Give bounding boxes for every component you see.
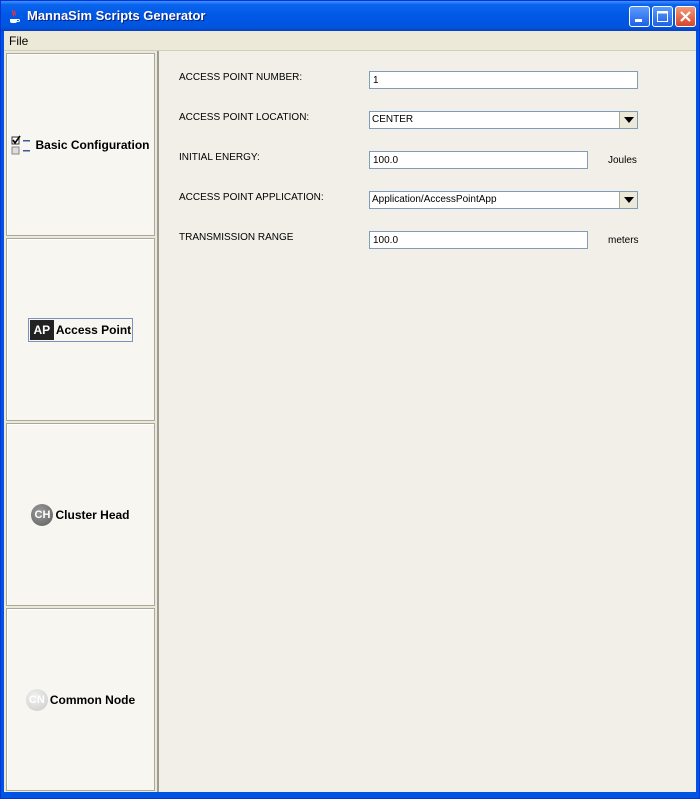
maximize-icon (653, 7, 672, 26)
title-bar[interactable] (1, 1, 699, 31)
ap-application-value: Application/AccessPointApp (372, 194, 497, 205)
sidebar-item-common-node[interactable] (6, 608, 155, 791)
cn-badge-icon: CN (26, 689, 48, 711)
java-coffee-icon (7, 8, 21, 24)
access-point-panel (157, 51, 696, 795)
close-button[interactable] (675, 6, 696, 27)
sidebar-item-cluster-head[interactable] (6, 423, 155, 606)
sidebar-item-basic-configuration[interactable] (6, 53, 155, 236)
sidebar-item-label: Cluster Head (55, 507, 130, 522)
ap-number-input[interactable] (369, 71, 638, 89)
dropdown-arrow-icon[interactable] (619, 112, 637, 128)
menu-file[interactable]: File (9, 34, 29, 48)
ap-application-select[interactable] (369, 191, 638, 209)
menu-bar (4, 31, 696, 51)
sidebar-item-access-point[interactable] (6, 238, 155, 421)
sidebar-item-label: Basic Configuration (35, 137, 150, 152)
window-title: MannaSim Scripts Generator (27, 8, 206, 23)
minimize-icon (630, 7, 649, 26)
sidebar-item-label: Access Point (55, 322, 132, 337)
ap-location-select[interactable] (369, 111, 638, 129)
transmission-range-unit: meters (608, 235, 639, 246)
sidebar-item-label: Common Node (49, 692, 136, 707)
initial-energy-label: INITIAL ENERGY: (179, 152, 260, 163)
dropdown-arrow-icon[interactable] (619, 192, 637, 208)
ap-application-label: ACCESS POINT APPLICATION: (179, 192, 324, 203)
close-icon (676, 7, 695, 26)
ap-number-label: ACCESS POINT NUMBER: (179, 72, 303, 83)
initial-energy-input[interactable] (369, 151, 588, 169)
checklist-icon (11, 135, 33, 155)
initial-energy-unit: Joules (608, 155, 637, 166)
sidebar (4, 51, 157, 795)
minimize-button[interactable] (629, 6, 650, 27)
ap-location-label: ACCESS POINT LOCATION: (179, 112, 310, 123)
transmission-range-input[interactable] (369, 231, 588, 249)
transmission-range-label: TRANSMISSION RANGE (179, 232, 294, 243)
ap-location-value: CENTER (372, 114, 414, 125)
window-bottom-border (1, 792, 699, 798)
maximize-button[interactable] (652, 6, 673, 27)
ch-badge-icon: CH (31, 504, 53, 526)
client-area (4, 51, 696, 795)
ap-badge-icon: AP (30, 320, 54, 340)
